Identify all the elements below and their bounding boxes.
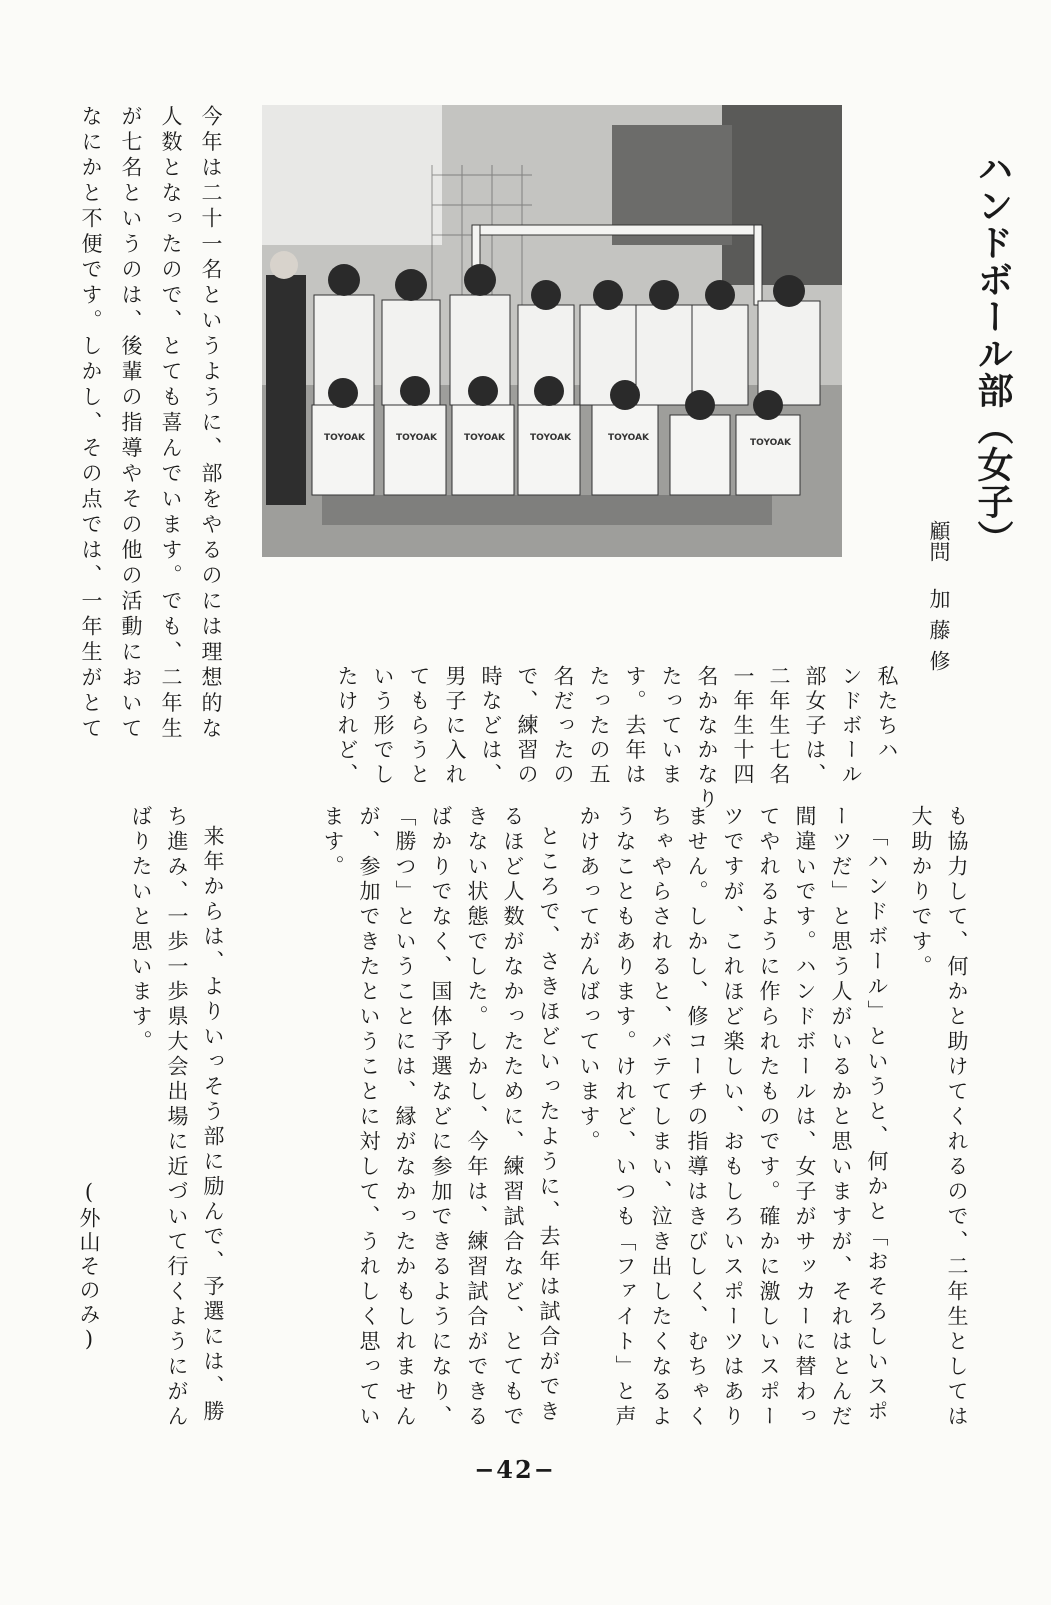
body-column: 一年生十四 [731,665,755,788]
jersey-text: TOYOAK [464,433,506,443]
body-column: 部女子は、 [803,665,827,788]
body-column: 二年生七名 [767,665,791,788]
jersey-text: TOYOAK [396,433,438,443]
body-column: で、練習の [515,665,539,788]
body-column: 時などは、 [479,665,503,788]
body-column: ばりたいと思います。 [129,805,153,1055]
body-column: ます。 [321,805,345,880]
body-column: たっていま [659,665,683,788]
body-column: ところで、さきほどいったように、去年は試合ができ [537,825,561,1425]
body-column: いう形でし [371,665,395,788]
body-column: ません。しかし、修コーチの指導はきびしく、むちゃく [685,805,709,1430]
body-column: きない状態でした。しかし、今年は、練習試合ができる [465,805,489,1430]
body-column: るほど人数がなかったために、練習試合など、とてもで [501,805,525,1430]
body-column: す。去年は [623,665,647,788]
author-name: 加藤修 [927,588,951,681]
body-column: てやれるように作られたものです。確かに激しいスポー [757,805,781,1430]
body-column: 名だったの [551,665,575,788]
article-title: ハンドボール部（女子） [972,150,1014,557]
body-column: ちゃやらされると、バテてしまい、泣き出したくなるよ [649,805,673,1430]
body-column: 私たちハ [875,665,899,763]
body-column: 今年は二十一名というように、部をやるのには理想的な [199,105,223,743]
author-role: 顧問 [927,520,951,562]
jersey-text: TOYOAK [750,438,792,448]
body-column: うなこともあります。けれど、いつも「ファイト」と声 [613,805,637,1430]
page-number: −42− [474,1455,556,1484]
author-signature: (外山そのみ) [77,1180,101,1354]
body-column: が、参加できたということに対して、うれしく思ってい [357,805,381,1430]
body-column: ンドボール [839,665,863,788]
body-column: 間違いです。ハンドボールは、女子がサッカーに替わっ [793,805,817,1430]
body-column: も協力して、何かと助けてくれるので、二年生としては [945,805,969,1430]
body-column: かけあってがんばっています。 [577,805,601,1155]
team-photo [262,105,842,557]
body-column: たったの五 [587,665,611,788]
jersey-text: TOYOAK [324,433,366,443]
body-column: てもらうと [407,665,431,788]
jersey-text: TOYOAK [608,433,650,443]
body-column: なにかと不便です。しかし、その点では、一年生がとて [79,105,103,743]
body-column: ーツだ」と思う人がいるかと思いますが、それはとんだ [829,805,853,1430]
body-column: 大助かりです。 [909,805,933,980]
body-column: が七名というのは、後輩の指導やその他の活動において [119,105,143,743]
body-column: 来年からは、よりいっそう部に励んで、予選には、勝 [201,825,225,1425]
body-column: 「勝つ」ということには、縁がなかったかもしれません [393,805,417,1430]
body-column: ばかりでなく、国体予選などに参加できるようになり、 [429,805,453,1430]
body-column: 人数となったので、とても喜んでいます。でも、二年生 [159,105,183,743]
body-column: 名かなかなり [695,665,719,812]
body-column: ち進み、一歩一歩県大会出場に近づいて行くようにがん [165,805,189,1430]
body-column: たけれど、 [335,665,359,788]
body-column: 男子に入れ [443,665,467,788]
body-column: ツですが、これほど楽しい、おもしろいスポーツはあり [721,805,745,1430]
jersey-text: TOYOAK [530,433,572,443]
body-column: 「ハンドボール」というと、何かと「おそろしいスポ [865,825,889,1425]
